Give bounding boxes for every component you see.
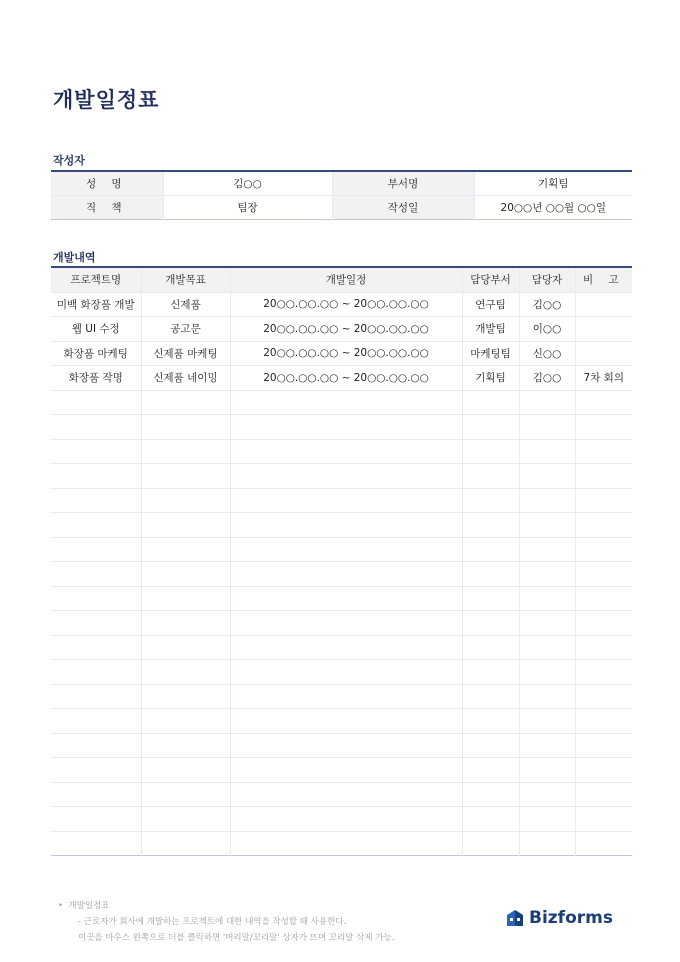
cell-department[interactable] xyxy=(462,439,519,464)
cell-manager[interactable] xyxy=(519,733,575,758)
table-row xyxy=(51,709,632,734)
bullet-icon: • xyxy=(58,901,69,911)
cell-schedule[interactable] xyxy=(230,586,462,611)
cell-manager[interactable]: 신○○ xyxy=(519,341,575,366)
cell-remarks[interactable] xyxy=(575,733,632,758)
table-row xyxy=(51,537,632,562)
footer-line-2: 이곳을 마우스 왼쪽으로 더블 클릭하면 '머리말/꼬리말' 상자가 뜨며 꼬리말 삭제 가능. xyxy=(78,933,395,943)
bizforms-logo xyxy=(505,908,613,928)
cell-manager[interactable] xyxy=(519,562,575,587)
dev-header-row xyxy=(51,267,632,292)
page-title: 개발일정표 xyxy=(53,88,160,112)
author-row xyxy=(51,171,632,196)
cell-schedule[interactable] xyxy=(230,390,462,415)
col-header-goal: 개발목표 xyxy=(141,267,230,292)
cell-remarks[interactable] xyxy=(575,660,632,685)
cell-department[interactable] xyxy=(462,709,519,734)
cell-department[interactable] xyxy=(462,635,519,660)
col-header-schedule: 개발일정 xyxy=(230,267,462,292)
department-label: 부서명 xyxy=(332,171,474,196)
cell-schedule[interactable]: 20○○.○○.○○ ~ 20○○.○○.○○ xyxy=(230,366,462,391)
table-row xyxy=(51,684,632,709)
author-section-label: 작성자 xyxy=(53,154,85,167)
cell-project[interactable] xyxy=(51,660,141,685)
cell-goal[interactable] xyxy=(141,782,230,807)
cell-manager[interactable] xyxy=(519,709,575,734)
cell-remarks[interactable] xyxy=(575,807,632,832)
cell-manager[interactable] xyxy=(519,782,575,807)
footer-title: 개발일정표 xyxy=(68,901,110,911)
cell-schedule[interactable] xyxy=(230,758,462,783)
cell-manager[interactable] xyxy=(519,807,575,832)
cell-schedule[interactable] xyxy=(230,684,462,709)
cell-goal[interactable] xyxy=(141,513,230,538)
cell-goal[interactable] xyxy=(141,709,230,734)
name-label: 성 명 xyxy=(51,171,163,196)
table-row xyxy=(51,390,632,415)
cell-department[interactable] xyxy=(462,611,519,636)
cell-schedule[interactable] xyxy=(230,415,462,440)
table-row xyxy=(51,733,632,758)
cell-remarks[interactable] xyxy=(575,488,632,513)
cell-remarks[interactable] xyxy=(575,464,632,489)
table-row xyxy=(51,611,632,636)
cell-manager[interactable] xyxy=(519,831,575,856)
cell-project[interactable] xyxy=(51,415,141,440)
table-row xyxy=(51,439,632,464)
cell-schedule[interactable] xyxy=(230,488,462,513)
cell-remarks[interactable] xyxy=(575,341,632,366)
cell-project[interactable] xyxy=(51,439,141,464)
cell-goal[interactable] xyxy=(141,635,230,660)
cell-remarks[interactable] xyxy=(575,537,632,562)
cell-schedule[interactable] xyxy=(230,439,462,464)
cell-project[interactable] xyxy=(51,513,141,538)
cell-remarks[interactable] xyxy=(575,439,632,464)
cell-goal[interactable] xyxy=(141,586,230,611)
date-value[interactable]: 20○○년 ○○월 ○○일 xyxy=(474,196,632,220)
cell-department[interactable]: 마케팅팀 xyxy=(462,341,519,366)
cell-goal[interactable] xyxy=(141,831,230,856)
cell-manager[interactable]: 김○○ xyxy=(519,366,575,391)
cell-manager[interactable] xyxy=(519,635,575,660)
cell-remarks[interactable] xyxy=(575,562,632,587)
cell-manager[interactable] xyxy=(519,611,575,636)
table-row xyxy=(51,341,632,366)
cell-remarks[interactable] xyxy=(575,611,632,636)
cell-remarks[interactable] xyxy=(575,415,632,440)
cell-goal[interactable] xyxy=(141,464,230,489)
table-row xyxy=(51,807,632,832)
cell-department[interactable] xyxy=(462,733,519,758)
cell-project[interactable]: 웹 UI 수정 xyxy=(51,317,141,342)
cell-department[interactable] xyxy=(462,684,519,709)
department-value[interactable]: 기획팀 xyxy=(474,171,632,196)
cell-schedule[interactable] xyxy=(230,513,462,538)
cell-remarks[interactable] xyxy=(575,513,632,538)
cell-department[interactable] xyxy=(462,660,519,685)
cell-manager[interactable]: 이○○ xyxy=(519,317,575,342)
table-row xyxy=(51,660,632,685)
cell-goal[interactable] xyxy=(141,488,230,513)
table-row xyxy=(51,317,632,342)
cell-schedule[interactable] xyxy=(230,733,462,758)
cell-goal[interactable]: 신제품 네이밍 xyxy=(141,366,230,391)
cell-manager[interactable] xyxy=(519,537,575,562)
cell-remarks[interactable] xyxy=(575,635,632,660)
col-header-department: 담당부서 xyxy=(462,267,519,292)
cell-manager[interactable]: 김○○ xyxy=(519,292,575,317)
cell-project[interactable] xyxy=(51,758,141,783)
cell-department[interactable] xyxy=(462,537,519,562)
cell-department[interactable] xyxy=(462,390,519,415)
cell-department[interactable] xyxy=(462,807,519,832)
cell-remarks[interactable] xyxy=(575,292,632,317)
table-row xyxy=(51,562,632,587)
table-row xyxy=(51,292,632,317)
cell-schedule[interactable] xyxy=(230,611,462,636)
cell-project[interactable] xyxy=(51,586,141,611)
cell-remarks[interactable] xyxy=(575,684,632,709)
cell-department[interactable] xyxy=(462,464,519,489)
table-row xyxy=(51,513,632,538)
cell-schedule[interactable] xyxy=(230,807,462,832)
cell-department[interactable] xyxy=(462,488,519,513)
cell-department[interactable] xyxy=(462,415,519,440)
dev-table xyxy=(51,266,632,856)
cell-goal[interactable] xyxy=(141,537,230,562)
cell-goal[interactable]: 신제품 xyxy=(141,292,230,317)
cell-department[interactable]: 연구팀 xyxy=(462,292,519,317)
footer-line-1: - 근로자가 회사에 개발하는 프로젝트에 대한 내역을 작성할 때 사용한다. xyxy=(78,917,347,927)
cell-schedule[interactable]: 20○○.○○.○○ ~ 20○○.○○.○○ xyxy=(230,341,462,366)
cell-department[interactable] xyxy=(462,562,519,587)
cell-goal[interactable] xyxy=(141,611,230,636)
cell-remarks[interactable] xyxy=(575,586,632,611)
cell-schedule[interactable] xyxy=(230,660,462,685)
cell-schedule[interactable]: 20○○.○○.○○ ~ 20○○.○○.○○ xyxy=(230,317,462,342)
cell-project[interactable]: 미백 화장품 개발 xyxy=(51,292,141,317)
cell-project[interactable] xyxy=(51,611,141,636)
col-header-project: 프로젝트명 xyxy=(51,267,141,292)
cell-manager[interactable] xyxy=(519,488,575,513)
cell-goal[interactable] xyxy=(141,758,230,783)
cell-goal[interactable] xyxy=(141,439,230,464)
position-value[interactable]: 팀장 xyxy=(163,196,332,220)
cell-remarks[interactable] xyxy=(575,317,632,342)
table-row xyxy=(51,415,632,440)
table-row xyxy=(51,488,632,513)
cell-manager[interactable] xyxy=(519,415,575,440)
cell-project[interactable] xyxy=(51,390,141,415)
name-value[interactable]: 김○○ xyxy=(163,171,332,196)
cell-schedule[interactable] xyxy=(230,562,462,587)
cell-project[interactable]: 화장품 작명 xyxy=(51,366,141,391)
cell-schedule[interactable]: 20○○.○○.○○ ~ 20○○.○○.○○ xyxy=(230,292,462,317)
cell-project[interactable] xyxy=(51,831,141,856)
cell-manager[interactable] xyxy=(519,586,575,611)
cell-manager[interactable] xyxy=(519,464,575,489)
cell-project[interactable] xyxy=(51,733,141,758)
cell-project[interactable] xyxy=(51,537,141,562)
table-row xyxy=(51,782,632,807)
cell-project[interactable] xyxy=(51,464,141,489)
cell-manager[interactable] xyxy=(519,758,575,783)
cell-project[interactable] xyxy=(51,807,141,832)
cell-project[interactable]: 화장품 마케팅 xyxy=(51,341,141,366)
cell-department[interactable]: 개발팀 xyxy=(462,317,519,342)
cell-schedule[interactable] xyxy=(230,537,462,562)
cell-schedule[interactable] xyxy=(230,464,462,489)
cell-remarks[interactable] xyxy=(575,782,632,807)
cell-manager[interactable] xyxy=(519,660,575,685)
cell-goal[interactable] xyxy=(141,660,230,685)
cell-goal[interactable] xyxy=(141,807,230,832)
col-header-manager: 담당자 xyxy=(519,267,575,292)
cell-department[interactable] xyxy=(462,586,519,611)
cell-manager[interactable] xyxy=(519,513,575,538)
building-icon xyxy=(505,909,525,927)
cell-remarks[interactable] xyxy=(575,758,632,783)
cell-remarks[interactable]: 7차 회의 xyxy=(575,366,632,391)
col-header-remarks: 비 고 xyxy=(575,267,632,292)
cell-schedule[interactable] xyxy=(230,709,462,734)
cell-department[interactable] xyxy=(462,782,519,807)
cell-project[interactable] xyxy=(51,684,141,709)
cell-goal[interactable] xyxy=(141,733,230,758)
table-row xyxy=(51,366,632,391)
cell-remarks[interactable] xyxy=(575,390,632,415)
cell-remarks[interactable] xyxy=(575,709,632,734)
table-row xyxy=(51,635,632,660)
cell-project[interactable] xyxy=(51,709,141,734)
footer-bullet xyxy=(58,899,109,911)
cell-goal[interactable]: 공고문 xyxy=(141,317,230,342)
table-row xyxy=(51,831,632,856)
position-label: 직 책 xyxy=(51,196,163,220)
dev-section-label: 개발내역 xyxy=(53,251,96,264)
date-label: 작성일 xyxy=(332,196,474,220)
cell-project[interactable] xyxy=(51,488,141,513)
table-row xyxy=(51,586,632,611)
cell-schedule[interactable] xyxy=(230,831,462,856)
author-table xyxy=(51,170,632,220)
cell-manager[interactable] xyxy=(519,439,575,464)
cell-schedule[interactable] xyxy=(230,635,462,660)
cell-department[interactable]: 기획팀 xyxy=(462,366,519,391)
cell-goal[interactable] xyxy=(141,562,230,587)
table-row xyxy=(51,758,632,783)
cell-department[interactable] xyxy=(462,831,519,856)
cell-department[interactable] xyxy=(462,758,519,783)
cell-remarks[interactable] xyxy=(575,831,632,856)
logo-text: Bizforms xyxy=(529,908,613,928)
cell-project[interactable] xyxy=(51,635,141,660)
table-row xyxy=(51,464,632,489)
author-row xyxy=(51,196,632,220)
cell-goal[interactable] xyxy=(141,415,230,440)
cell-manager[interactable] xyxy=(519,390,575,415)
cell-project[interactable] xyxy=(51,782,141,807)
cell-goal[interactable] xyxy=(141,684,230,709)
cell-goal[interactable]: 신제품 마케팅 xyxy=(141,341,230,366)
cell-schedule[interactable] xyxy=(230,782,462,807)
cell-department[interactable] xyxy=(462,513,519,538)
cell-manager[interactable] xyxy=(519,684,575,709)
cell-goal[interactable] xyxy=(141,390,230,415)
cell-project[interactable] xyxy=(51,562,141,587)
